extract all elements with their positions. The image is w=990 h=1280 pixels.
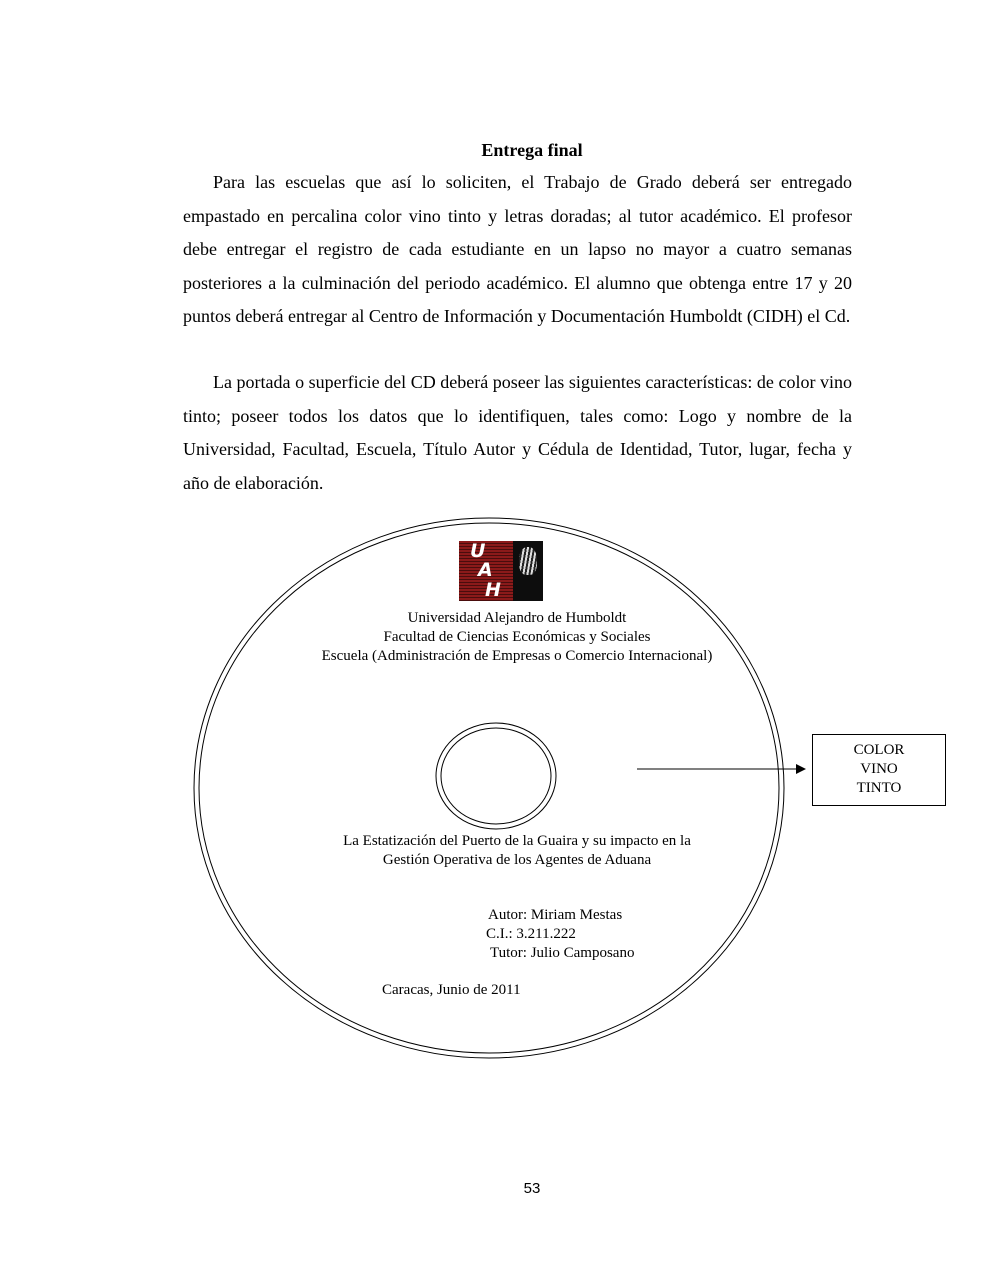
cd-title-line-1: La Estatización del Puerto de la Guaira y su impacto en la: [343, 833, 691, 849]
color-label-line-3: TINTO: [856, 780, 902, 796]
cd-id-number: C.I.: 3.211.222: [486, 926, 576, 942]
color-label-line-1: COLOR: [853, 742, 905, 758]
university-logo: [459, 541, 543, 601]
paragraph-delivery: Para las escuelas que así lo soliciten, el Trabajo de Grado deberá ser entregado empastado en percalina color vino tinto y letras doradas; al tutor académico. El profesor debe entregar el registro de cada estudiante en un lapso no mayor a cuatro semanas posteriores a la culminación del periodo académico. El alumno que obtenga entre 17 y 20 puntos deberá entregar al Centro de Información y Documentación Humboldt (CIDH) el Cd.: [183, 172, 852, 326]
arrow-head: [796, 764, 806, 774]
cd-school-name: Escuela (Administración de Empresas o Comercio Internacional): [321, 648, 713, 664]
cd-hole-inner: [441, 728, 551, 824]
logo-letter-a: A: [478, 559, 493, 581]
cd-university-name: Universidad Alejandro de Humboldt: [407, 610, 627, 626]
paragraph-cd-cover: La portada o superficie del CD deberá poseer las siguientes características: de color vino tinto; poseer todos los datos que lo identifiquen, tales como: Logo y nombre de la Universidad, Facultad, Escuela, Título Autor y Cédula de Identidad, Tutor, lugar, fecha y año de elaboración.: [183, 372, 852, 493]
cd-tutor: Tutor: Julio Camposano: [490, 945, 635, 961]
page-number: 53: [523, 1180, 541, 1197]
logo-letter-h: H: [485, 579, 501, 601]
cd-author: Autor: Miriam Mestas: [488, 907, 623, 923]
cd-hole-outer: [436, 723, 556, 829]
color-callout-box: [812, 734, 946, 806]
logo-letter-u: U: [470, 541, 486, 562]
cd-inner-ring: [199, 523, 779, 1053]
page-heading: Entrega final: [481, 140, 583, 160]
logo-portrait: [519, 547, 537, 575]
cd-title-line-2: Gestión Operativa de los Agentes de Aduana: [382, 852, 652, 868]
cd-faculty-name: Facultad de Ciencias Económicas y Sociales: [383, 629, 651, 645]
cd-place-date: Caracas, Junio de 2011: [382, 982, 521, 998]
color-label-line-2: VINO: [860, 761, 898, 777]
